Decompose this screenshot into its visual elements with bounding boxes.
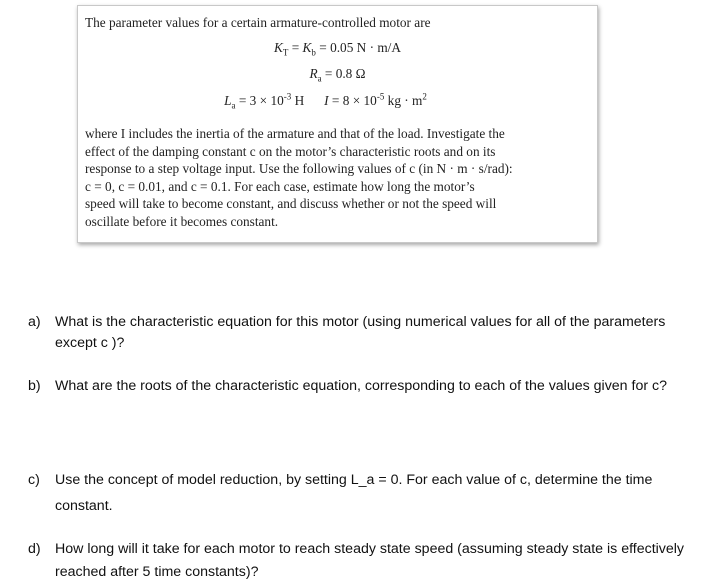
problem-line: oscillate before it becomes constant. xyxy=(85,214,279,229)
question-label: a) xyxy=(28,314,41,330)
problem-line: where I includes the inertia of the armature and that of the load. Investigate the xyxy=(85,126,505,141)
eq1: $K_T = K_b = 0.05$ N · m/A xyxy=(274,40,401,58)
equation-ra xyxy=(78,66,597,84)
problem-intro: The parameter values for a certain armature-controlled motor are xyxy=(85,15,431,30)
problem-line: speed will take to become constant, and discuss whether or not the speed will xyxy=(85,196,497,211)
equation-la-i xyxy=(66,92,585,111)
question-text: What are the roots of the characteristic equation, corresponding to each of the values given for c? xyxy=(55,378,667,394)
problem-line: c = 0, c = 0.01, and c = 0.1. For each case, estimate how long the motor’s xyxy=(85,179,475,194)
eq2: $R_a = 0.8$ Ω xyxy=(309,66,366,84)
question-label: b) xyxy=(28,378,41,394)
equation-kt-kb xyxy=(78,40,597,58)
question-text: How long will it take for each motor to reach steady state speed (assuming steady state is effectively reached after 5 time constants)? xyxy=(55,541,685,580)
question-text: Use the concept of model reduction, by setting L_a = 0. For each value of c, determine the time constant. xyxy=(55,472,653,514)
problem-statement-box xyxy=(77,5,598,243)
question-text: What is the characteristic equation for this motor (using numerical values for all of the parameters except c )? xyxy=(55,314,666,351)
question-label: d) xyxy=(28,541,41,557)
problem-line: response to a step voltage input. Use the following values of c (in N · m · s/rad): xyxy=(85,161,513,176)
eq3b: $I = 8 \times 10^{-5}$ kg · $m^2$ xyxy=(324,92,427,109)
eq3a: $L_a = 3 \times 10^{-3}$ H xyxy=(224,92,305,112)
problem-line: effect of the damping constant c on the motor’s characteristic roots and on its xyxy=(85,144,496,159)
question-label: c) xyxy=(28,472,40,488)
